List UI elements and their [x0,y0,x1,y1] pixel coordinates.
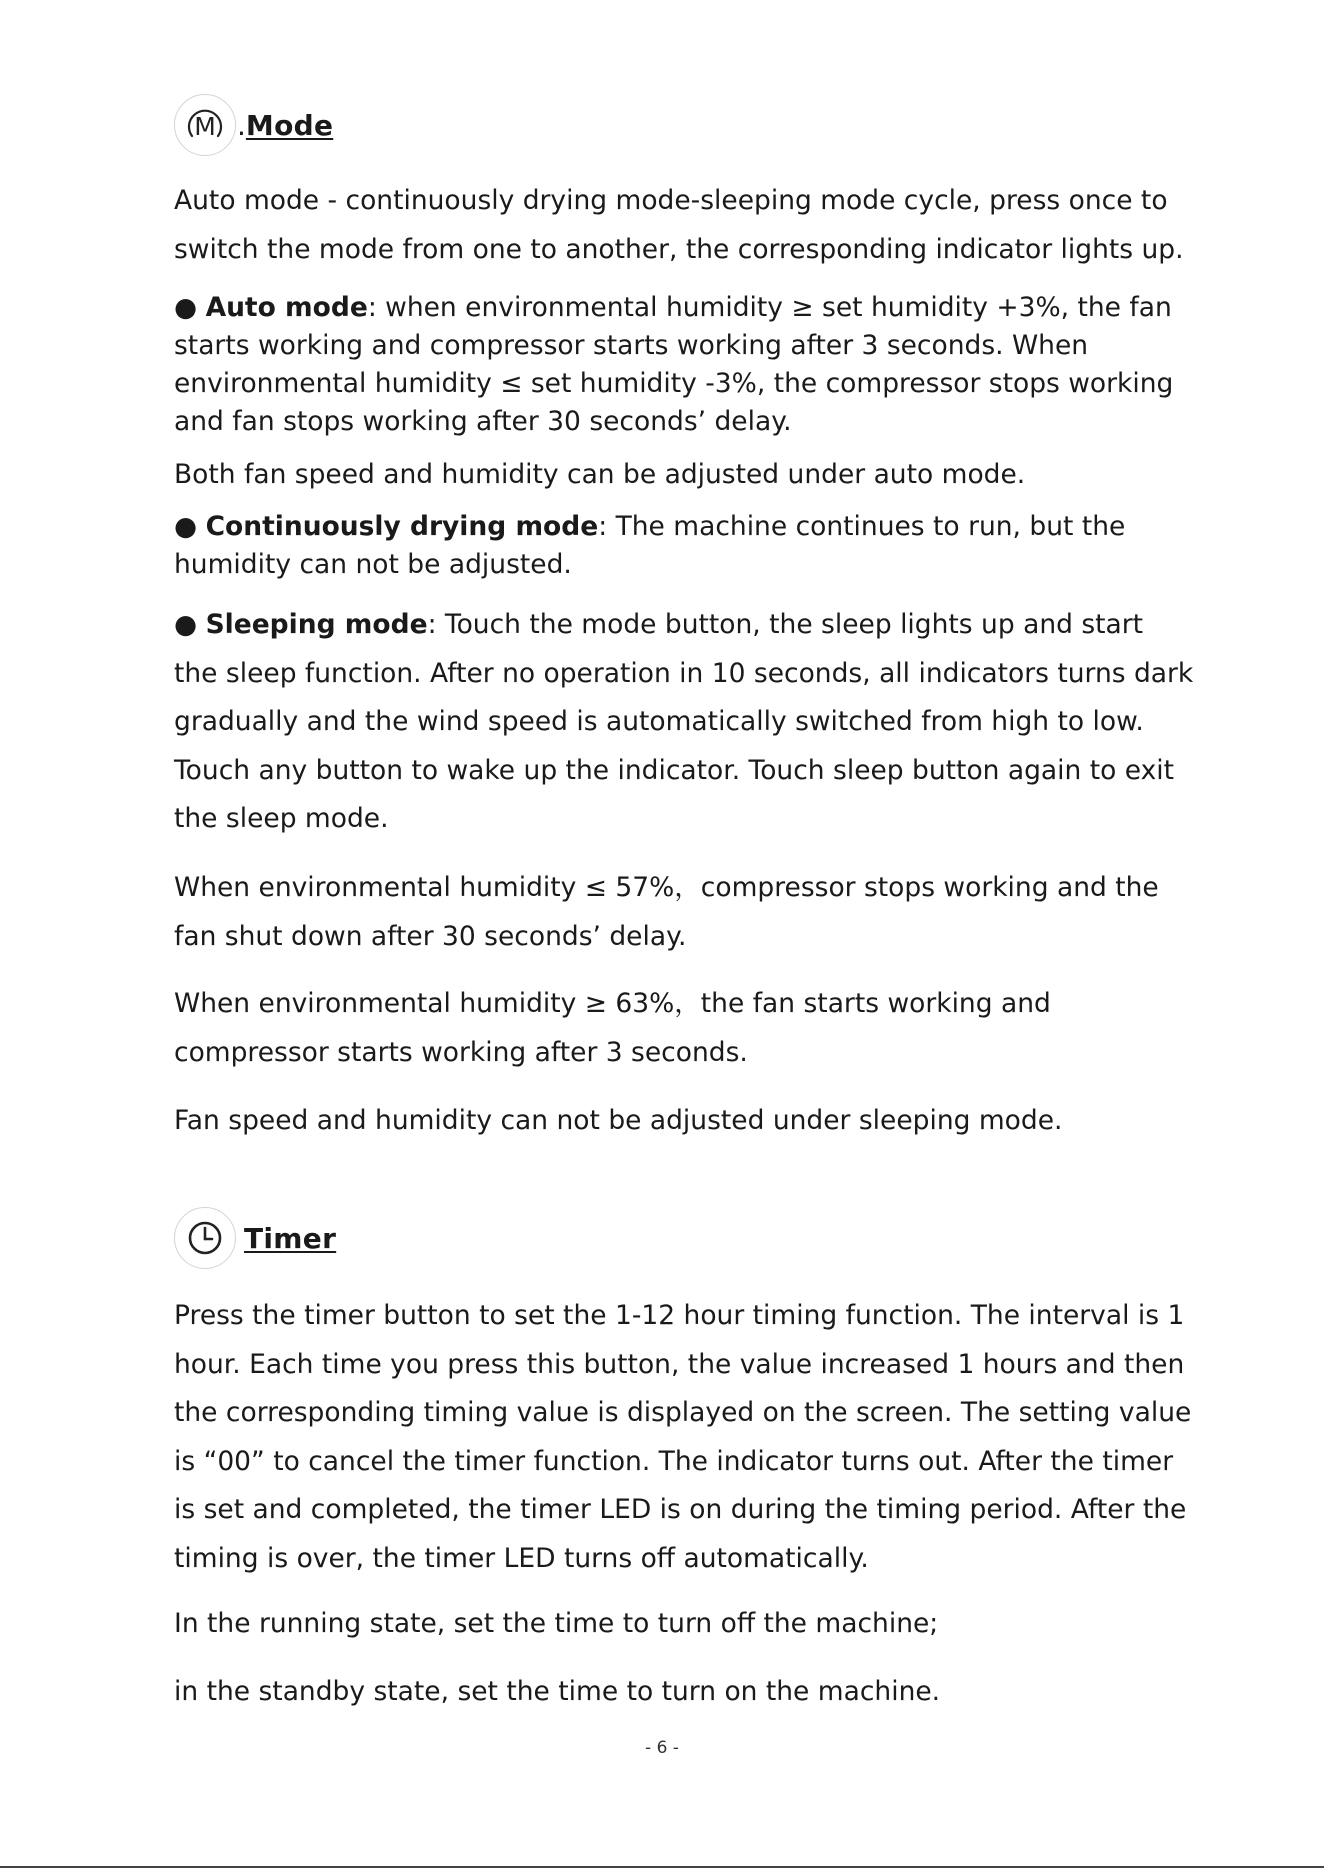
sleeping-mode-paragraph [174,601,1194,844]
timer-running-note [174,1600,1194,1649]
sleeping-mode-text: : Touch the mode button, the sleep lights up and start the sleep function. After no operation in 10 seconds, all indicators turns dark gradually and the wind speed is automatically switched from high to low. Touch any button to wake up the indicator. Touch sleep button again to exit the sleep mode. [174,609,1194,834]
timer-heading [174,1207,336,1269]
auto-mode-item [174,289,1194,441]
timer-body-text: Press the timer button to set the 1-12 hour timing function. The interval is 1 hour. Each time you press this button, the value increased 1 hours and then the corresponding timing value is displayed on the screen. The setting value is “00” to cancel the timer function. The indicator turns out. After the timer is set and completed, the timer LED is on during the timing period. After the timing is over, the timer LED turns off automatically. [174,1300,1192,1574]
low-humidity-text: When environmental humidity ≤ 57%，compressor stops working and the fan shut down after 30 seconds’ delay. [174,872,1159,952]
clock-icon [185,1218,225,1258]
high-humidity-text: When environmental humidity ≥ 63%，the fan starts working and compressor starts working after 3 seconds. [174,988,1051,1068]
high-humidity-note [174,980,1194,1077]
bullet: ● [174,511,198,542]
svg-text:M: M [194,112,216,141]
continuous-mode-paragraph [174,508,1194,584]
page-number: - 6 - [645,1738,679,1758]
mode-m-glyph [182,102,228,148]
low-humidity-note [174,864,1194,961]
auto-mode-note [174,456,1194,494]
timer-button-icon [174,1207,236,1269]
mode-button-icon [174,94,236,156]
bullet: ● [174,609,198,640]
mode-intro [174,177,1194,274]
timer-body [174,1292,1194,1583]
timer-running-text: In the running state, set the time to turn off the machine; [174,1608,939,1639]
auto-mode-note-text: Both fan speed and humidity can be adjusted under auto mode. [174,459,1026,490]
sleeping-mode-item [174,601,1194,844]
continuous-mode-text: : The machine continues to run, but the humidity can not be adjusted. [174,511,1126,580]
sleep-mode-note-text: Fan speed and humidity can not be adjusted under sleeping mode. [174,1105,1063,1136]
timer-standby-text: in the standby state, set the time to turn on the machine. [174,1676,941,1707]
mode-intro-text: Auto mode - continuously drying mode-sleeping mode cycle, press once to switch the mode from one to another, the corresponding indicator lights up. [174,185,1184,265]
bottom-border [0,1866,1324,1868]
sleeping-mode-label: Sleeping mode [205,609,428,640]
timer-heading-title: Timer [244,1221,337,1255]
timer-standby-note [174,1668,1194,1717]
mode-heading-prefix: . [237,108,246,142]
continuous-mode-label: Continuously drying mode [205,511,599,542]
auto-mode-label: Auto mode [205,292,368,323]
bullet: ● [174,292,198,323]
mode-heading [174,94,333,156]
auto-mode-paragraph [174,289,1194,441]
auto-mode-text: : when environmental humidity ≥ set humidity +3%, the fan starts working and compressor starts working after 3 seconds. When environmental humidity ≤ set humidity -3%, the compressor stops working and fan stops working after 30 seconds’ delay. [174,292,1174,437]
continuous-mode-item [174,508,1194,584]
sleep-mode-note [174,1097,1194,1146]
mode-heading-title: Mode [245,108,334,142]
